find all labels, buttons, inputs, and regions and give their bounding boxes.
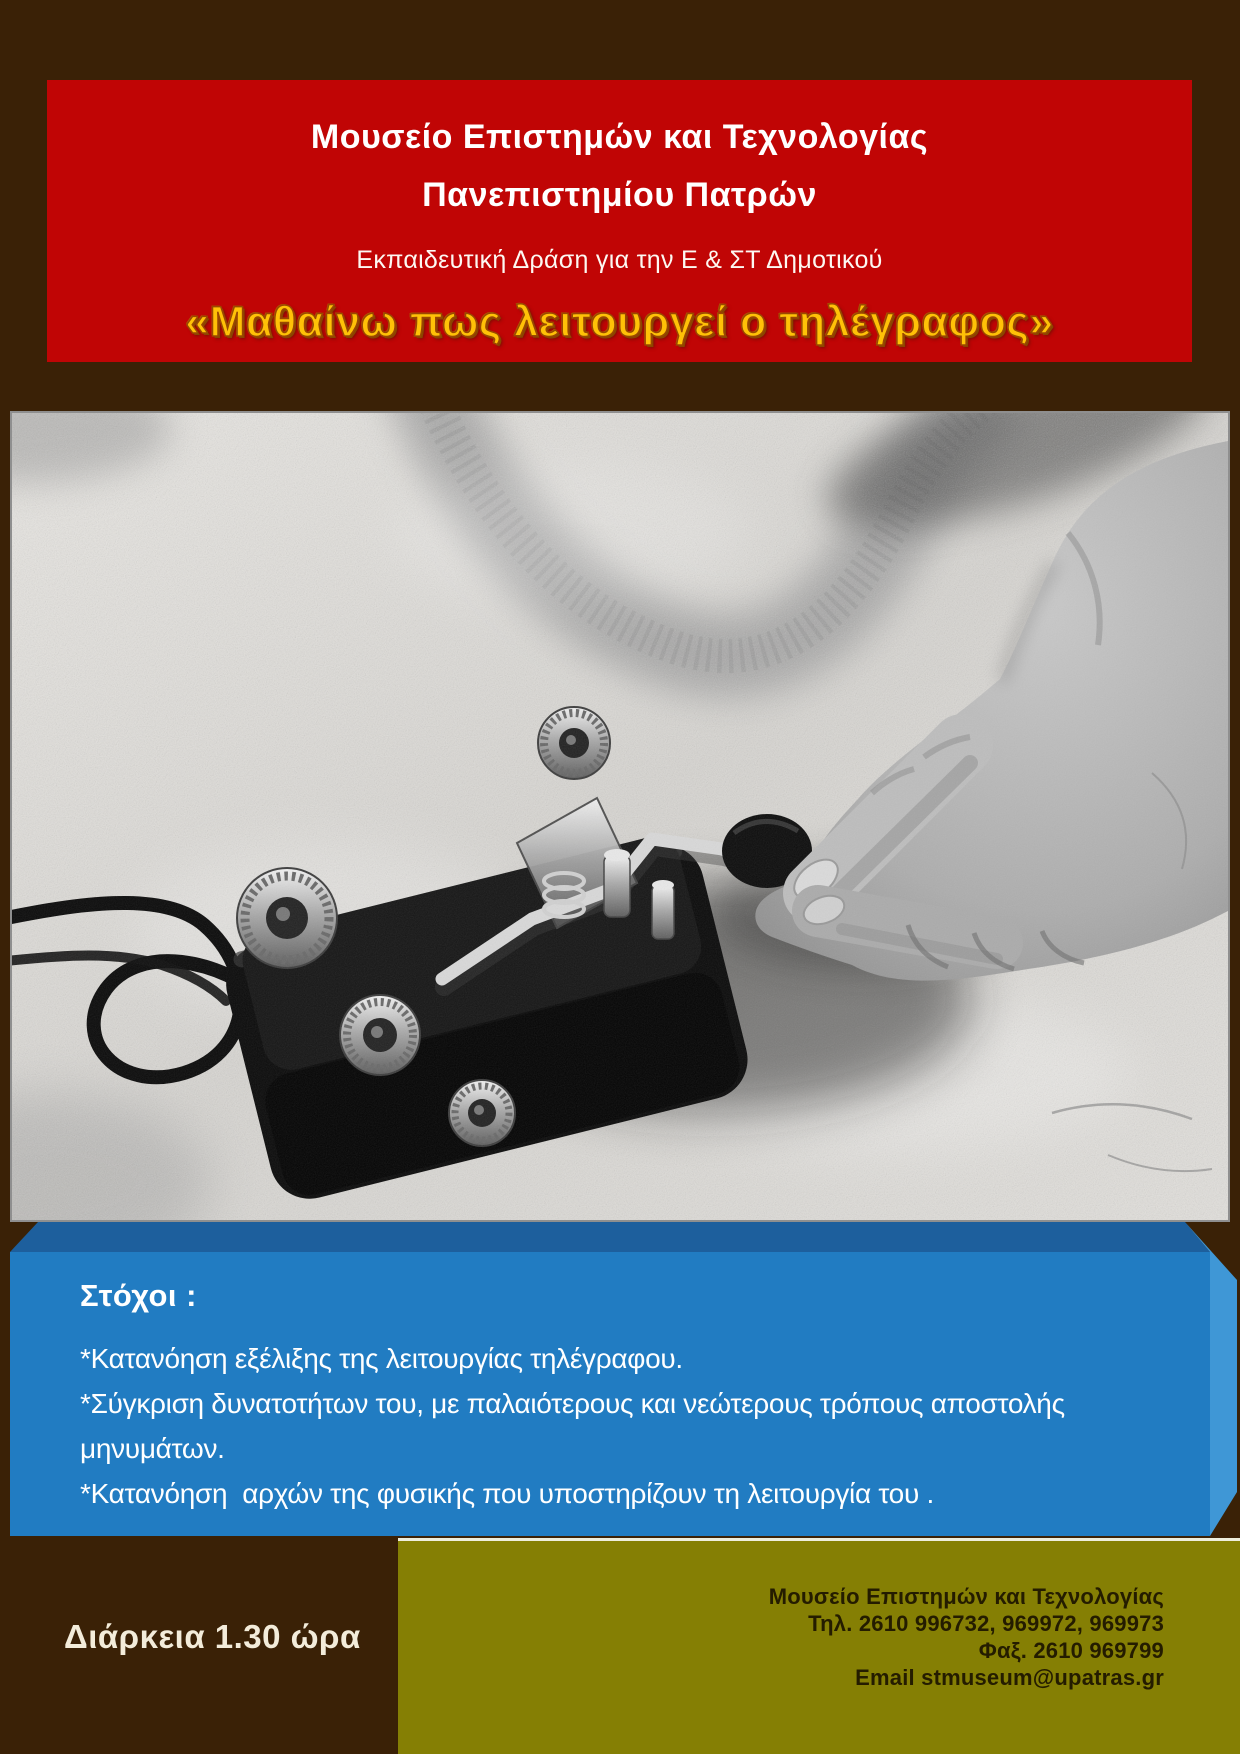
header-subtitle: Εκπαιδευτική Δράση για την Ε & ΣΤ Δημοτικού: [356, 246, 883, 274]
objectives-box-top-face: [10, 1222, 1210, 1252]
photo-grain: [12, 413, 1228, 1220]
objective-item: *Σύγκριση δυνατοτήτων του, με παλαιότερους και νεώτερους τρόπους αποστολής μηνυμάτων.: [80, 1388, 1073, 1464]
objectives-heading: Στόχοι :: [80, 1278, 197, 1313]
objectives-panel: [10, 1252, 1210, 1536]
duration-label: Διάρκεια 1.30 ώρα: [64, 1618, 361, 1655]
museum-title-line1: Μουσείο Επιστημών και Τεχνολογίας: [310, 118, 929, 156]
contact-fax: Φαξ. 2610 969799: [978, 1638, 1164, 1663]
header-banner: [47, 80, 1192, 362]
contact-panel: [398, 1538, 1240, 1754]
objectives-list: [80, 1336, 1146, 1516]
museum-title-line2: Πανεπιστημίου Πατρών: [422, 176, 817, 214]
activity-title: «Μαθαίνω πως λειτουργεί ο τηλέγραφος»: [185, 298, 1054, 346]
objective-item: *Κατανόηση εξέλιξης της λειτουργίας τηλέγραφου.: [80, 1343, 683, 1374]
telegraph-photo: [10, 411, 1230, 1222]
contact-phone: Τηλ. 2610 996732, 969972, 969973: [808, 1611, 1164, 1636]
contact-email: Email stmuseum@upatras.gr: [855, 1665, 1164, 1690]
objective-item: *Κατανόηση αρχών της φυσικής που υποστηρίζουν τη λειτουργία του .: [80, 1478, 934, 1509]
telegraph-photo-illustration: [12, 413, 1228, 1220]
contact-museum-name: Μουσείο Επιστημών και Τεχνολογίας: [768, 1584, 1164, 1609]
